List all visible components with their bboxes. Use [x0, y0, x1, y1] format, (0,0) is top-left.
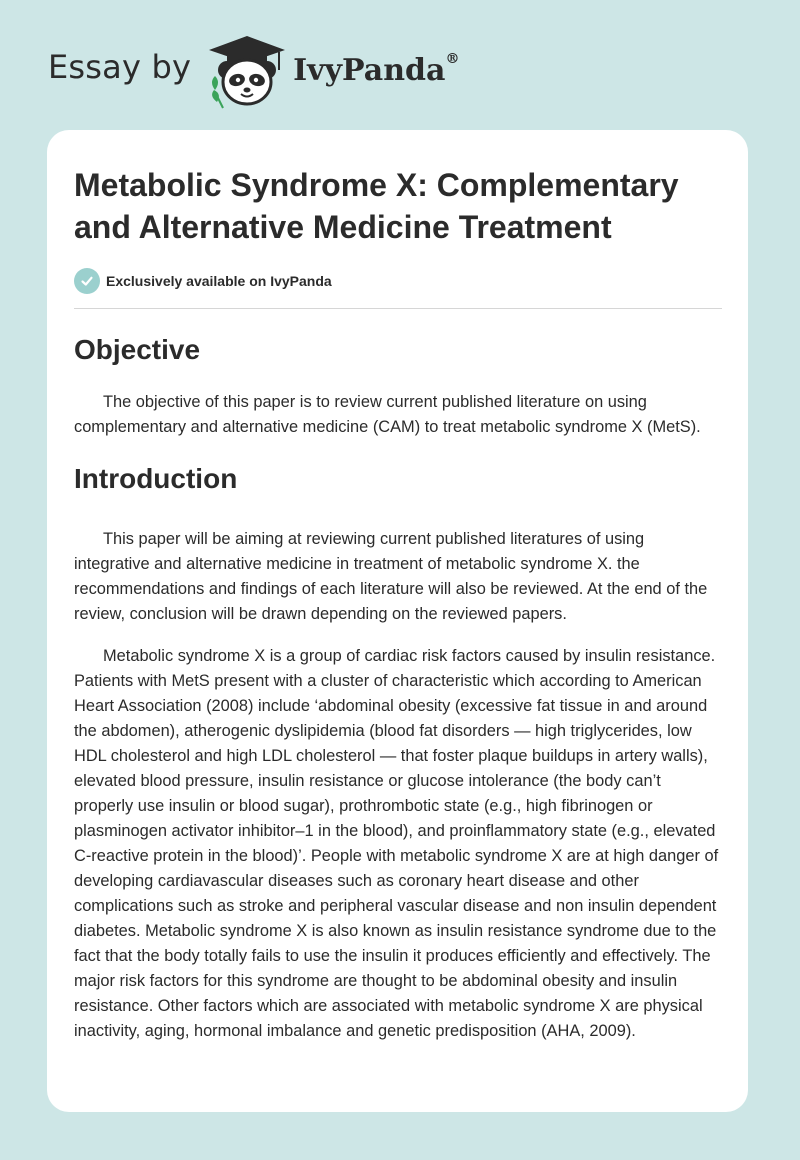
essay-by-label: Essay by: [48, 48, 192, 86]
section-heading-objective: Objective: [74, 334, 201, 365]
check-icon: [74, 268, 100, 294]
panda-graduate-logo-icon[interactable]: [205, 30, 289, 110]
brand-name-text: IvyPanda: [293, 52, 446, 88]
section-heading-introduction: Introduction: [74, 463, 238, 494]
exclusive-label: Exclusively available on IvyPanda: [106, 273, 332, 289]
exclusive-badge: [74, 268, 722, 294]
article-card: [47, 130, 748, 1112]
paragraph: Metabolic syndrome X is a group of cardiac risk factors caused by insulin resistance. Patients with MetS present with a cluster of characteristic which according to American Heart Association (2008) include ‘abdominal obesity (excessive fat tissue in and around the abdomen), atherogenic dyslipidemia (blood fat disorders — high triglycerides, low HDL cholesterol and high LDL cholesterol — that foster plaque buildups in artery walls), elevated blood pressure, insulin resistance or glucose intolerance (the body can’t properly use insulin or blood sugar), prothrombotic state (e.g., high fibrinogen or plasminogen activator inhibitor–1 in the blood), and proinflammatory state (e.g., elevated C-reactive protein in the blood)’. People with metabolic syndrome X are at high danger of developing cardiavascular diseases such as coronary heart disease and other complications such as stroke and peripheral vascular disease and non insulin dependent diabetes. Metabolic syndrome X is also known as insulin resistance syndrome due to the fact that the body totally fails to use the insulin it produces efficiently and effectively. The major risk factors for this syndrome are thought to be abdominal obesity and insulin resistance. Other factors which are associated with metabolic syndrome X are physical inactivity, aging, hormonal imbalance and genetic predisposition (AHA, 2009).: [74, 647, 719, 1040]
registered-mark: ®: [445, 50, 460, 67]
paragraph: The objective of this paper is to review current published literature on using complementary and alternative medicine (CAM) to treat metabolic syndrome X (MetS).: [74, 393, 701, 436]
site-header: [48, 30, 459, 110]
brand-name[interactable]: [293, 50, 460, 88]
paragraph: This paper will be aiming at reviewing current published literatures of using integrative and alternative medicine in treatment of metabolic syndrome X. the recommendations and findings of each literature will also be reviewed. At the end of the review, conclusion will be drawn depending on the reviewed papers.: [74, 530, 708, 623]
article-title: Metabolic Syndrome X: Complementary and Alternative Medicine Treatment: [74, 167, 679, 245]
divider: [74, 308, 722, 309]
